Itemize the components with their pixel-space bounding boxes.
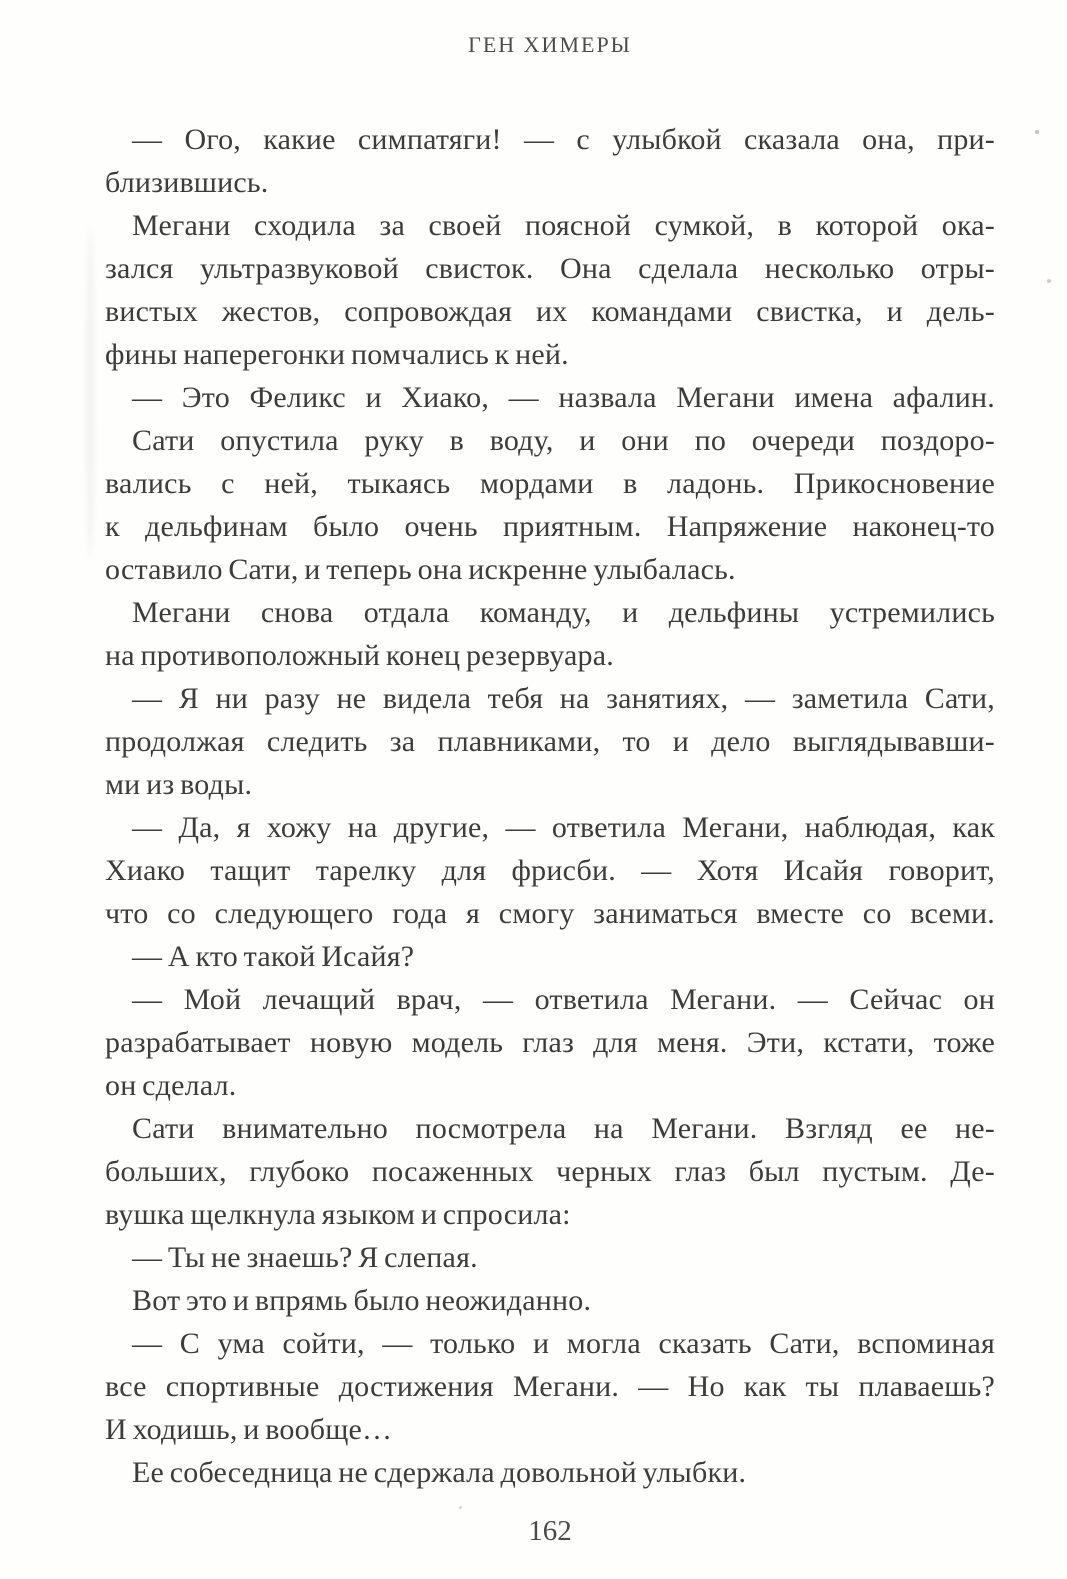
- scan-smudge: [86, 228, 94, 558]
- text-line: Хиако тащит тарелку для фрисби. — Хотя Исайя говорит,: [105, 854, 995, 887]
- text-line: Сати опустила руку в воду, и они по очереди поздоро-: [132, 424, 995, 457]
- paragraph: [105, 935, 995, 978]
- text-line: — Ого, какие симпатяги! — с улыбкой сказала она, при-: [132, 123, 995, 156]
- text-line: близившись.: [105, 166, 269, 199]
- paragraph: [105, 978, 995, 1107]
- scan-speck: [1035, 130, 1039, 134]
- text-line: — Мой лечащий врач, — ответила Мегани. — Сейчас он: [132, 983, 995, 1016]
- paragraph: [105, 419, 995, 591]
- paragraph: [105, 376, 995, 419]
- paragraph: [105, 677, 995, 806]
- paragraph: [105, 118, 995, 204]
- text-block: [105, 118, 995, 1494]
- paragraph: [105, 204, 995, 376]
- paragraph: [105, 1107, 995, 1236]
- text-line: фины наперегонки помчались к ней.: [105, 338, 569, 371]
- scan-speck: [459, 1506, 462, 1509]
- text-line: вушка щелкнула языком и спросила:: [105, 1198, 571, 1231]
- running-head: ГЕН ХИМЕРЫ: [468, 32, 632, 57]
- paragraph: [105, 1451, 995, 1494]
- text-line: что со следующего года я смогу заниматься вместе со всеми.: [105, 897, 995, 930]
- text-line: Сати внимательно посмотрела на Мегани. Взгляд ее не-: [132, 1112, 995, 1145]
- text-line: разрабатывает новую модель глаз для меня. Эти, кстати, тоже: [105, 1026, 995, 1059]
- text-line: Вот это и впрямь было неожиданно.: [132, 1284, 592, 1317]
- paragraph: [105, 1322, 995, 1451]
- text-line: все спортивные достижения Мегани. — Но как ты плаваешь?: [105, 1370, 995, 1403]
- text-line: вались с ней, тыкаясь мордами в ладонь. Прикосновение: [105, 467, 995, 500]
- text-line: — Ты не знаешь? Я слепая.: [132, 1241, 478, 1274]
- text-line: оставило Сати, и теперь она искренне улыбалась.: [105, 553, 736, 586]
- text-line: И ходишь, и вообще…: [105, 1413, 393, 1446]
- text-line: — Это Феликс и Хиако, — назвала Мегани имена афалин.: [132, 381, 995, 414]
- page-number: 162: [528, 1515, 572, 1547]
- text-line: больших, глубоко посаженных черных глаз был пустым. Де-: [105, 1155, 995, 1188]
- text-line: продолжая следить за плавниками, то и дело выглядывавши-: [105, 725, 995, 758]
- text-line: Мегани сходила за своей поясной сумкой, в которой ока-: [132, 209, 995, 242]
- text-line: он сделал.: [105, 1069, 237, 1102]
- text-line: зался ультразвуковой свисток. Она сделала несколько отры-: [105, 252, 995, 285]
- text-line: вистых жестов, сопровождая их командами свистка, и дель-: [105, 295, 995, 328]
- text-line: — Я ни разу не видела тебя на занятиях, — заметила Сати,: [132, 682, 995, 715]
- text-line: Ее собеседница не сдержала довольной улыбки.: [132, 1456, 747, 1489]
- text-line: ми из воды.: [105, 768, 253, 801]
- text-line: к дельфинам было очень приятным. Напряжение наконец-то: [105, 510, 995, 543]
- text-line: — Да, я хожу на другие, — ответила Мегани, наблюдая, как: [132, 811, 995, 844]
- paragraph: [105, 1236, 995, 1279]
- paragraph: [105, 591, 995, 677]
- text-line: на противоположный конец резервуара.: [105, 639, 614, 672]
- paragraph: [105, 806, 995, 935]
- paragraph: [105, 1279, 995, 1322]
- scan-speck: [1047, 279, 1051, 283]
- text-line: — С ума сойти, — только и могла сказать Сати, вспоминая: [132, 1327, 995, 1360]
- text-line: Мегани снова отдала команду, и дельфины устремились: [132, 596, 995, 629]
- text-line: — А кто такой Исайя?: [132, 940, 415, 973]
